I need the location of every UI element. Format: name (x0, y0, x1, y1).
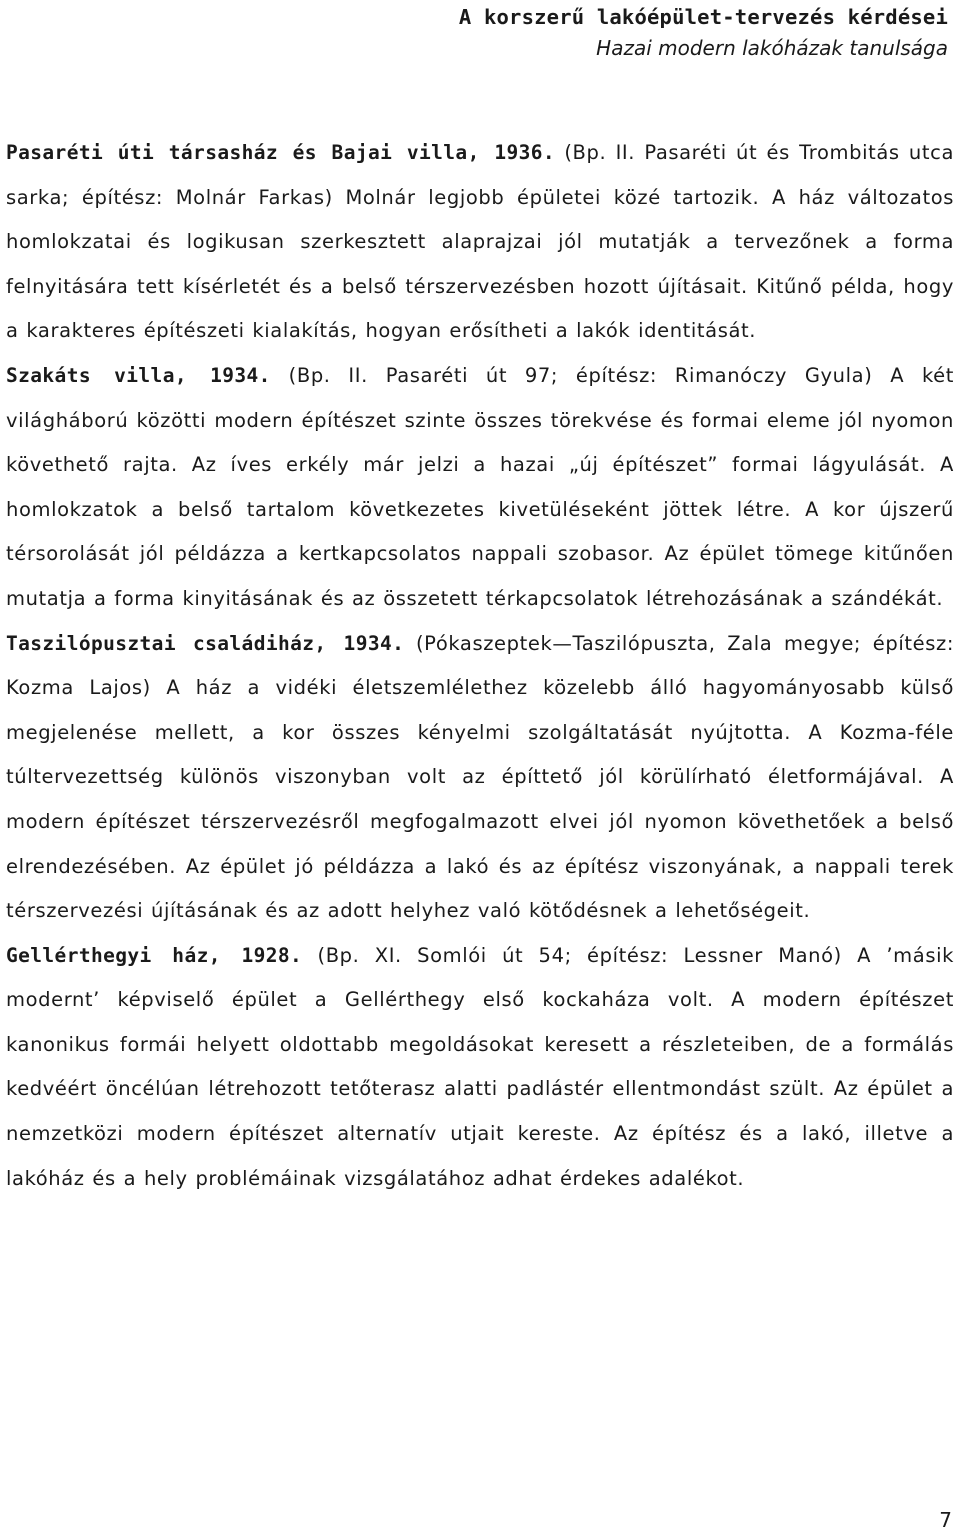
paragraph-pasareti (6, 131, 954, 354)
document-body (6, 131, 954, 1201)
paragraph-text: (Pókaszeptek—Taszilópuszta, Zala megye; építész: Kozma Lajos) A ház a vidéki életszemlélethez közelebb álló hagyományosabb külső megjelenése mellett, a kor összes kényelmi szolgáltatását nyújtotta. A Kozma-féle túltervezettség különös viszonyban volt az építtető jól körülírható életformájával. A modern építészet térszervezésről megfogalmazott elvei jól nyomon követhetőek a belső elrendezésében. Az épület jó példázza a lakó és az építész viszonyának, a nappali terek térszervezési újításának és az adott helyhez való kötődésnek a lehetőségeit. (6, 631, 954, 923)
paragraph-text: (Bp. II. Pasaréti út 97; építész: Rimanóczy Gyula) A két világháború közötti modern építészet szinte összes törekvése és formai eleme jól nyomon követhető rajta. Az íves erkély már jelzi a hazai „új építészet” formai lágyulását. A homlokzatok a belső tartalom következetes kivetüléseként jöttek létre. A kor újszerű térsorolását jól példázza a kertkapcsolatos nappali szobasor. Az épület tömege kitűnően mutatja a forma kinyitásának és az összetett térkapcsolatok létrehozásának a szándékát. (6, 363, 954, 610)
paragraph-lead: Szakáts villa, 1934. (6, 363, 271, 387)
paragraph-text: (Bp. XI. Somlói út 54; építész: Lessner Manó) A ’másik modernt’ képviselő épület a Gellérthegy első kockaháza volt. A modern építészet kanonikus formái helyett oldottabb megoldásokat keresett a részleteiben, de a formálás kedvéért öncélúan létrehozott tetőterasz alatti padlástér ellentmondást szült. Az épület a nemzetközi modern építészet alternatív utjait kereste. Az építész és a lakó, illetve a lakóház és a hely problémáinak vizsgálatához adhat érdekes adalékot. (6, 943, 954, 1190)
paragraph-lead: Taszilópusztai családiház, 1934. (6, 631, 405, 655)
paragraph-szakats (6, 354, 954, 622)
paragraph-gellerthegy (6, 934, 954, 1202)
paragraph-lead: Gellérthegyi ház, 1928. (6, 943, 303, 967)
paragraph-taszilopuszta (6, 622, 954, 934)
header-title: A korszerű lakóépület-tervezés kérdései (458, 5, 948, 29)
paragraph-lead: Pasaréti úti társasház és Bajai villa, 1936. (6, 141, 556, 164)
page-header (459, 0, 948, 64)
page-number: 7 (939, 1508, 952, 1532)
paragraph-text: (Bp. II. Pasaréti út és Trombitás utca sarka; építész: Molnár Farkas) Molnár legjobb épületei közé tartozik. A ház változatos homlokzatai és logikusan szerkesztett alaprajzai jól mutatják a tervezőnek a forma felnyitására tett kísérletét és a belső térszervezésben hozott újításait. Kitűnő példa, hogy a karakteres építészeti kialakítás, hogyan erősítheti a lakók identitását. (6, 141, 954, 343)
header-subtitle: Hazai modern lakóházak tanulsága (596, 36, 948, 60)
